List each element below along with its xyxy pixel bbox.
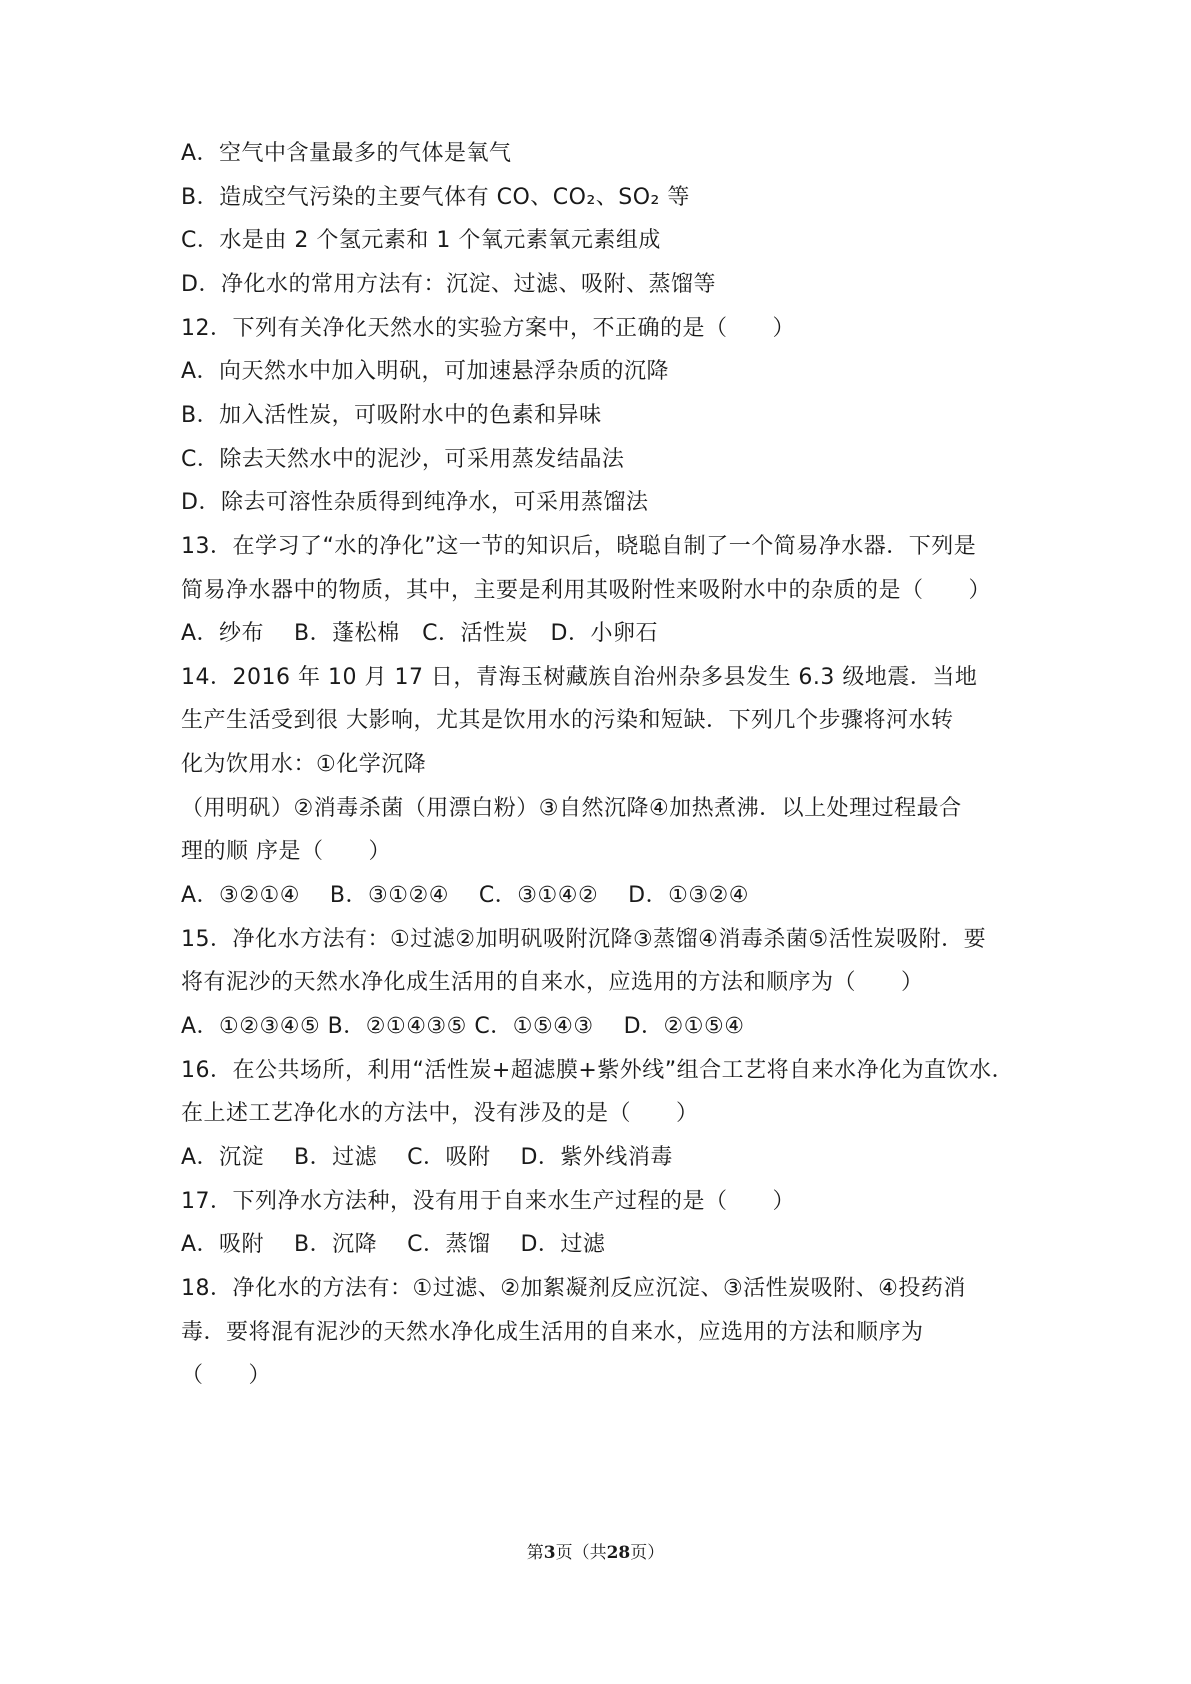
text-line: B．加入活性炭，可吸附水中的色素和异味: [181, 403, 602, 428]
text-line: A．沉淀 B．过滤 C．吸附 D．紫外线消毒: [181, 1145, 673, 1170]
text-line: 理的顺 序是（ ）: [181, 839, 391, 864]
footer-page-number: 3: [543, 1543, 556, 1563]
text-line: 18．净化水的方法有：①过滤、②加絮凝剂反应沉淀、③活性炭吸附、④投药消: [181, 1276, 966, 1301]
footer-total-pages: 28: [606, 1543, 631, 1563]
text-line: 16．在公共场所，利用“活性炭+超滤膜+紫外线”组合工艺将自来水净化为直饮水．: [181, 1058, 1015, 1083]
text-line: A．③②①④ B．③①②④ C．③①④② D．①③②④: [181, 883, 749, 908]
page-footer: [0, 1542, 1191, 1564]
text-line: D．净化水的常用方法有：沉淀、过滤、吸附、蒸馏等: [181, 272, 716, 297]
footer-mid: 页（共: [555, 1543, 607, 1563]
text-line: A．吸附 B．沉降 C．蒸馏 D．过滤: [181, 1232, 606, 1257]
text-line: 17．下列净水方法种，没有用于自来水生产过程的是（ ）: [181, 1189, 795, 1214]
text-line: C．除去天然水中的泥沙，可采用蒸发结晶法: [181, 447, 625, 472]
text-line: 将有泥沙的天然水净化成生活用的自来水，应选用的方法和顺序为（ ）: [181, 970, 924, 995]
text-line: （ ）: [181, 1363, 272, 1388]
text-line: C．水是由 2 个氢元素和 1 个氧元素氧元素组成: [181, 228, 661, 253]
text-line: 在上述工艺净化水的方法中，没有涉及的是（ ）: [181, 1101, 699, 1126]
text-line: D．除去可溶性杂质得到纯净水，可采用蒸馏法: [181, 490, 649, 515]
text-line: 12．下列有关净化天然水的实验方案中，不正确的是（ ）: [181, 316, 795, 341]
text-line: A．空气中含量最多的气体是氧气: [181, 141, 512, 166]
text-line: 毒．要将混有泥沙的天然水净化成生活用的自来水，应选用的方法和顺序为: [181, 1320, 924, 1345]
text-line: A．纱布 B．蓬松棉 C．活性炭 D．小卵石: [181, 621, 658, 646]
text-line: 13．在学习了“水的净化”这一节的知识后，晓聪自制了一个简易净水器．下列是: [181, 534, 977, 559]
text-line: A．①②③④⑤ B．②①④③⑤ C．①⑤④③ D．②①⑤④: [181, 1014, 745, 1039]
footer-prefix: 第: [526, 1543, 544, 1563]
text-line: B．造成空气污染的主要气体有 CO、CO₂、SO₂ 等: [181, 185, 690, 210]
footer-suffix: 页）: [630, 1543, 665, 1563]
text-line: 14．2016 年 10 月 17 日，青海玉树藏族自治州杂多县发生 6.3 级地震．当地: [181, 665, 978, 690]
text-line: 生产生活受到很 大影响，尤其是饮用水的污染和短缺．下列几个步骤将河水转: [181, 708, 954, 733]
text-line: （用明矾）②消毒杀菌（用漂白粉）③自然沉降④加热煮沸．以上处理过程最合: [181, 796, 962, 821]
text-line: 简易净水器中的物质，其中，主要是利用其吸附性来吸附水中的杂质的是（ ）: [181, 578, 992, 603]
text-line: 化为饮用水：①化学沉降: [181, 752, 427, 777]
text-line: A．向天然水中加入明矾，可加速悬浮杂质的沉降: [181, 359, 670, 384]
text-line: 15．净化水方法有：①过滤②加明矾吸附沉降③蒸馏④消毒杀菌⑤活性炭吸附．要: [181, 927, 987, 952]
